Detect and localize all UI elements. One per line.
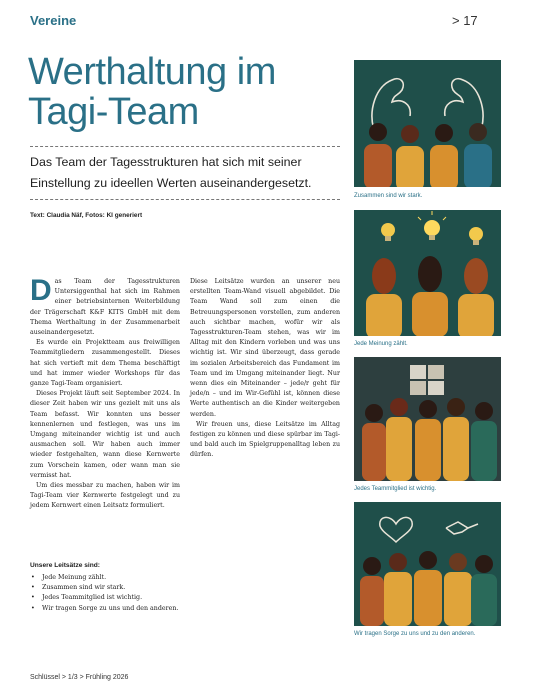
paragraph [30,274,180,338]
headline-line-1: Werthaltung im [28,51,276,93]
list-item: • Zusammen sind wir stark. [30,583,180,593]
paragraph: Um dies messbar zu machen, haben wir im Tagi-Team vier Kernwerte festgelegt und zu jedem Kernwert einen Leitsatz formuliert. [30,482,180,510]
list-item: • Jede Meinung zählt. [30,573,180,583]
headline-line-2: Tagi-Team [28,91,199,133]
photo-every-member [354,357,501,481]
headline [28,52,348,132]
body-column-1 [30,274,180,512]
credits: Text: Claudia Näf, Fotos: KI generiert [30,212,143,219]
caption: Jedes Teammitglied ist wichtig. [354,486,437,492]
photo-care [354,502,501,626]
list-title: Unsere Leitsätze sind: [30,562,100,569]
paragraph: Es wurde ein Projektteam aus freiwilligen Teammitgliedern zusammengestellt. Dieses hat sich vertieft mit dem Thema beschäftigt und hat immer wieder Workshops für das ganze Tagi-Team organisiert. [30,339,180,388]
list-item: • Jedes Teammitglied ist wichtig. [30,593,180,603]
body-column-2 [190,277,340,461]
lead-text: Das Team der Tagesstrukturen hat sich mit seiner Einstellung zu ideellen Werten auseinandergesetzt. [30,155,312,190]
caption: Jede Meinung zählt. [354,341,408,347]
drop-cap: D [30,274,52,307]
caption: Zusammen sind wir stark. [354,193,423,199]
paragraph: Dieses Projekt läuft seit September 2024. In dieser Zeit haben wir uns gezielt mit uns als Team befasst. Wir konnten uns besser kennenlernen und festlegen, was uns im Umgang miteinander wichtig ist und auch ausmachen soll. Wir haben auch immer wieder festgehalten, wann diese Kernwerte zum Vorschein kamen, oder wann man sie vermisst hat. [30,390,180,479]
divider-bottom [30,199,340,200]
photo-team-strong [354,60,501,187]
paragraph: Diese Leitsätze wurden an unserer neu erstellten Team-Wand visuell abgebildet. Die Team Wand soll zum einen die Betreuungspersonen vorstellen, zum anderen auch sichtbar machen, wofür wir als Tagesstrukturen-Team stehen, was wir im Alltag mit den Kindern vorleben und was uns wichtig ist. Wir sind überzeugt, dass gerade im sozialen Arbeitsbereich das Fundament im Team und im Umgang miteinander liegt. Nur wenn dies ein Miteinander – jede/r geht für jede/n – und im Wir-Gefühl ist, können diese Werte authentisch an die Kinder weitergeben werden. [190,278,340,418]
guidelines-list [30,573,180,614]
photo-every-opinion [354,210,501,336]
paragraph: Wir freuen uns, diese Leitsätze im Alltag festigen zu können und diese spürbar im Tagi- und bald auch im Spielgruppenalltag leben zu dürfen. [190,420,340,459]
divider-top [30,146,340,147]
page-number: > 17 [452,13,478,28]
footer: Schlüssel > 1/3 > Frühling 2026 [30,674,129,681]
caption: Wir tragen Sorge zu uns und zu den anderen. [354,631,476,637]
paragraph-text: as Team der Tagesstrukturen Untersiggenthal hat sich im Rahmen einer betriebsinternen Weiterbildung der Trägerschaft K&F KITS GmbH mit dem Thema Werthaltung in der Zusammenarbeit auseinandergesetzt. [30,278,180,337]
section-label: Vereine [30,13,77,28]
list-item: • Wir tragen Sorge zu uns und den anderen. [30,604,180,614]
